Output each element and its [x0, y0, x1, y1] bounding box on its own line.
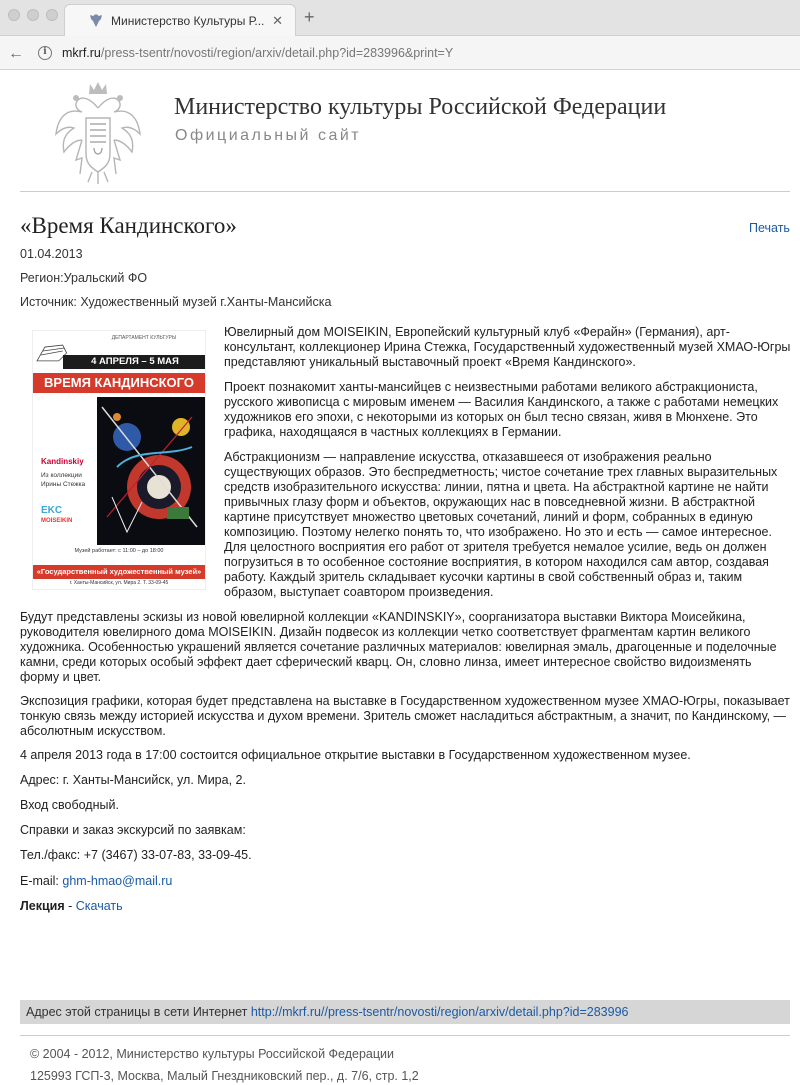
source-value: Художественный музей г.Ханты-Мансийска [80, 295, 332, 309]
page-address-link[interactable]: http://mkrf.ru//press-tsentr/novosti/region/arxiv/detail.php?id=283996 [250, 1005, 629, 1019]
maximize-window-button[interactable] [46, 9, 58, 21]
article-date: 01.04.2013 [20, 247, 83, 261]
poster-address: г. Ханты-Мансийск, ул. Мира 2. Т. 33-09-45 [69, 580, 169, 586]
exhibition-poster-image [32, 330, 206, 590]
site-title: Министерство культуры Российской Федерации [174, 94, 667, 120]
paragraph-jewelry: Будут представлены эскизы из новой ювелирной коллекции «KANDINSKIY», соорганизатора выставки Виктора Моисейкина, руководителя ювелирного дома MOISEIKIN. Дизайн подвесок из коллекции четко соответствует фрагментам картин великого художника. Особенностью украшений является сочетание различных материалов: ювелирная эмаль, драгоценные и поделочные камни, среди которых особый эффект дает сферический кварц. Он, словно линза, имеет интересное свойство видоизменять форму и цвет. [20, 610, 777, 684]
double-headed-eagle-emblem-icon [52, 78, 144, 186]
copyright-text: © 2004 - 2012, Министерство культуры Российской Федерации [30, 1047, 394, 1061]
url-field[interactable] [62, 46, 453, 60]
article-region: Регион:Уральский ФО [20, 271, 148, 285]
download-link[interactable]: Скачать [75, 899, 123, 913]
source-label: Источник: [20, 295, 77, 309]
poster-logo-sub: MOISEIKIN [41, 518, 73, 524]
site-info-icon[interactable]: i [38, 46, 52, 60]
paragraph-address: Адрес: г. Ханты-Мансийск, ул. Мира, 2. [20, 773, 246, 787]
paragraph-project: Проект познакомит ханты-мансийцев с неизвестными работами великого абстракциониста, русского живописца с мировым именем — Василия Кандинского, а также с работами немецких художников его эпохи, с некоторыми из которых он был тесно связан, живя в Мюнхене. Это графика, находящаяся в частных коллекциях в Германии. [224, 380, 779, 439]
poster-date: 4 АПРЕЛЯ – 5 МАЯ [63, 355, 206, 369]
tab-close-icon[interactable]: ✕ [272, 13, 283, 28]
paragraph-intro: Ювелирный дом MOISEIKIN, Европейский культурный клуб «Ферайн» (Германия), арт-консультант, коллекционер Ирина Стежка, Государственный художественный музей ХМАО-Югры представляют уникальный выставочный проект «Время Кандинского». [224, 325, 791, 369]
new-tab-icon[interactable]: + [304, 7, 315, 27]
poster-logo-main: EKC [41, 505, 63, 516]
emblem-favicon-icon [89, 13, 103, 28]
footer-divider [20, 1035, 790, 1036]
poster-hours: Музей работает: с 11:00 – до 18:00 [74, 548, 164, 554]
site-subtitle: Официальный сайт [175, 127, 362, 144]
email-label: E-mail: [20, 874, 59, 888]
lecture-separator: - [64, 899, 76, 913]
paragraph-entry: Вход свободный. [20, 798, 119, 812]
header-divider [20, 191, 790, 192]
back-arrow-icon[interactable]: ← [8, 45, 24, 62]
paragraph-exposition: Экспозиция графики, которая будет представлена на выставке в Государственном художественном музее ХМАО-Югры, показывает тонкую связь между историей искусства и духом времени. Зритель сможет насладиться абстрактным, а значит, по Кандинскому, — абсолютным искусством. [20, 694, 790, 738]
page-address-box [20, 1000, 790, 1024]
poster-footer: «Государственный художественный музей» [33, 565, 205, 579]
poster-brand: Kandinskiy [41, 457, 84, 466]
close-window-button[interactable] [8, 9, 20, 21]
lecture-label: Лекция [20, 899, 65, 913]
paragraph-phone: Тел./факс: +7 (3467) 33-07-83, 33-09-45. [20, 848, 252, 862]
paragraph-opening: 4 апреля 2013 года в 17:00 состоится официальное открытие выставки в Государственном художественном музее. [20, 748, 691, 762]
tab-title: Министерство Культуры Р... [111, 14, 265, 28]
print-link[interactable]: Печать [749, 221, 790, 235]
poster-abstract-artwork [97, 397, 206, 545]
url-domain: mkrf.ru [62, 46, 101, 60]
postal-address-text: 125993 ГСП-3, Москва, Малый Гнездниковский пер., д. 7/6, стр. 1,2 [30, 1069, 419, 1083]
email-link[interactable]: ghm-hmao@mail.ru [62, 874, 173, 888]
poster-top-line: ДЕПАРТАМЕНТ КУЛЬТУРЫ [111, 335, 177, 341]
page-address-label: Адрес этой страницы в сети Интернет [26, 1005, 248, 1019]
poster-collection: Из коллекции Ирины Стежка [41, 472, 86, 488]
paragraph-abstractionism: Абстракционизм — направление искусства, отказавшееся от изображения реально существующих образов. Это беспредметность; чистое сочетание трех главных выразительных средств изобразительного искусства: линии, пятна и цвета. На абстрактной картине не найти привычных глазу форм и объектов, окружающих нас в повседневной жизни. В абстрактной картине присутствует множество цветовых сочетаний, линий и форм, собранных в единую композицию. Поэтому нелегко понять то, что изображено. Но это и есть — самое интересное. Для целостного восприятия его работ от зрителя требуется немалое усилие, ведь он должен погрузиться в то особенное состояние восприятия, в котором находился сам автор, создавая работу. Каждый зритель складывает кусочки картины в свой собственный образ и, таким образом, выступает соавтором произведения. [224, 450, 778, 599]
lecture-row [20, 899, 790, 914]
paragraph-info: Справки и заказ экскурсий по заявкам: [20, 823, 246, 837]
poster-logo [41, 505, 72, 527]
window-controls [8, 9, 58, 21]
browser-tab-bar [0, 0, 800, 36]
url-path: /press-tsentr/novosti/region/arxiv/detail.php?id=283996&print=Y [100, 46, 454, 60]
article-source [20, 295, 331, 309]
address-bar [0, 36, 800, 70]
poster-name: ВРЕМЯ КАНДИНСКОГО [33, 373, 205, 393]
paragraph-email [20, 874, 790, 889]
minimize-window-button[interactable] [27, 9, 39, 21]
browser-tab[interactable] [64, 4, 296, 36]
article-title: «Время Кандинского» [20, 213, 237, 238]
